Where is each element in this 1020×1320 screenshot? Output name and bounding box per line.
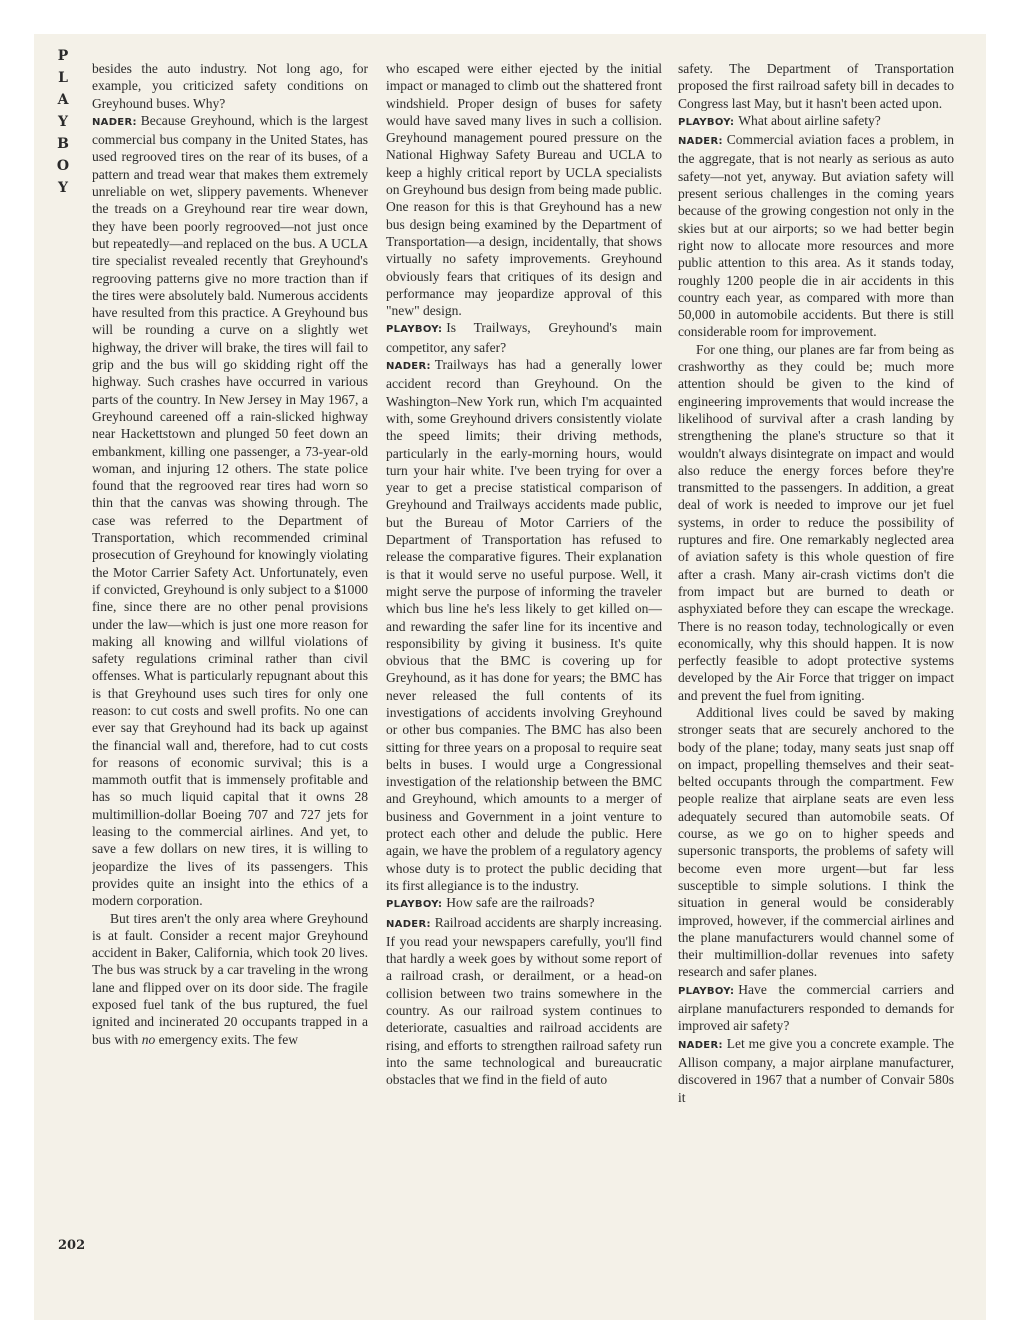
interview-exchange [386,914,662,1089]
paragraph-text: Because Greyhound, which is the largest commercial bus company in the United States, has used regrooved tires on the rear of its buses, of a pattern and tread wear that makes them extremely unreliable on wet, slippery pavements. Whenever the treads on a Greyhound rear tire wear down, they have been poorly regrooved—not just once but repeatedly—and replaced on the bus. A UCLA tire specialist revealed recently that Greyhound's regrooving patterns give no more traction than if the tires were absolutely bald. Numerous accidents have resulted from this practice. A Greyhound bus will be rounding a curve on a slightly wet highway, the driver will brake, the tires will fail to grip and the bus will go skidding right off the highway. Such crashes have occurred in various parts of the country. In New Jersey in May 1967, a Greyhound careened off a rain-slicked highway near Hackettstown and plunged 50 feet down an embankment, killing one passenger, a 73-year-old woman, and injuring 12 others. The state police found that the regrooved rear tires had worn so thin that the canvas was showing through. The case was referred to the Department of Transportation, which recommended criminal prosecution of Greyhound for knowingly violating the Motor Carrier Safety Act. Unfortunately, even if convicted, Greyhound is only subject to a $1000 fine, since there are no other penal provisions under the law—which is just one more reason for making all knowing and willful violations of safety regulations criminal rather than civil offenses. What is particularly repugnant about this is that Greyhound uses such tires for only one reason: to cut costs and swell profits. No one can ever say that Greyhound had its back up against the financial wall and, therefore, had to cut costs for reasons of economic survival; this is a mammoth outfit that is immensely profitable and has so much liquid capital that it owns 28 multimillion-dollar Boeing 707 and 727 jets for leasing to the commercial airlines. And yet, to save a few dollars on new tires, it is willing to jeopardize the lives of its passengers. This provides quite an insight into the ethics of a modern corporation. [92,112,368,909]
paragraph [678,60,954,112]
paragraph [92,910,368,1048]
sidebar-letter: P [57,48,69,64]
paragraph-text: Additional lives could be saved by making stronger seats that are securely anchored to the body of the plane; today, many seats just snap off on impact, propelling themselves and their seat-belted occupants through the compartment. Few people realize that airplane seats are even less adequately secured than automobile seats. Of course, as we go on to higher speeds and supersonic transports, the problems of safety will become even more urgent—but far less susceptible to simple solutions. I think the situation in general would be considerably improved, however, if the commercial airlines and the plane manufacturers would channel some of their multimillion-dollar revenues into safety research and safer planes. [678,704,954,980]
speaker-label: NADER: [92,116,137,128]
paragraph-text: safety. The Department of Transportation proposed the first railroad safety bill in decades to Congress last May, but it hasn't been acted upon. [678,61,954,111]
paragraph-text: besides the auto industry. Not long ago, for example, you criticized safety conditions on Greyhound buses. Why? [92,61,368,111]
page-number: 202 [58,1238,86,1253]
paragraph-text: Railroad accidents are sharply increasing. If you read your newspapers carefully, you'll find that hardly a week goes by without some report of a railroad crash, or derailment, or a head-on collision between two trains somewhere in the country. As our railroad system continues to deteriorate, casualties and railroad accidents are rising, and efforts to strengthen railroad safety run into the same technological and bureaucratic obstacles that we find in the field of auto [386,914,662,1088]
paragraph-text: Commercial aviation faces a problem, in the aggregate, that is not nearly as serious as auto safety—not yet, anyway. But aviation safety will present serious challenges in the coming years because of the growing congestion not only in the skies but at our airports; so we had better begin right now to allocate more resources and more public attention to this area. As it stands today, roughly 1200 people die in air accidents in this country each year, as compared with more than 50,000 in automobile accidents. But there is still considerable room for improvement. [678,132,954,340]
speaker-label: PLAYBOY: [386,899,443,911]
sidebar-letter: Y [58,114,68,130]
interview-exchange [678,981,954,1035]
speaker-label: NADER: [386,918,431,930]
paragraph-text: For one thing, our planes are far from being as crashworthy as they could be; much more attention should be given to the kind of engineering improvements that would increase the likelihood of survival after a crash landing by strengthening the plane's structure so that it wouldn't always disintegrate on impact and would also reduce the energy forces before they're transmitted to the passengers. In addition, a great deal of work is needed to improve our jet fuel systems, in order to reduce the possibility of ruptures and fire. One remarkably neglected area of aviation safety is this whole question of fire after a crash. Many air-crash victims don't die from impact but are burned to death or asphyxiated before they can escape the wreckage. There is no reason today, technologically or even economically, why this should happen. It is now perfectly feasible to adopt protective systems developed by the Air Force that trigger on impact and prevent the fuel from igniting. [678,341,954,703]
text-column-2 [386,60,662,1255]
paragraph-text: What about airline safety? [738,112,881,128]
interview-exchange [386,894,662,913]
interview-exchange [92,112,368,910]
text-column-3 [678,60,954,1255]
paragraph-text: who escaped were either ejected by the initial impact or managed to climb out the shattered front windshield. Proper design of buses for safety would have saved many lives in such a collision. Greyhound management poured pressure on the National Highway Safety Bureau and UCLA to keep a highly critical report by UCLA specialists on Greyhound bus design from being made public. One reason for this is that Greyhound has a new bus design being examined by the Department of Transportation—a design, incidentally, that shows virtually no safety improvements. Greyhound obviously fears that critiques of its design and performance may jeopardize approval of this "new" design. [386,61,662,319]
paragraph-text: Have the commercial carriers and airplane manufacturers responded to demands for improved air safety? [678,981,954,1034]
paragraph-text: How safe are the railroads? [446,895,595,911]
speaker-label: NADER: [678,136,723,148]
sidebar-letter: B [57,136,69,152]
text-column-1 [92,60,368,1255]
magazine-sidebar-title [56,45,70,199]
speaker-label: NADER: [678,1039,723,1051]
interview-exchange [386,319,662,356]
sidebar-letter: A [57,92,69,108]
sidebar-letter: O [56,158,70,174]
emphasis-text: no [141,1031,156,1047]
paragraph-text: But tires aren't the only area where Greyhound is at fault. Consider a recent major Greyhound accident in Baker, California, which took 20 lives. The bus was struck by a car traveling in the wrong lane and flipped over on its door side. The fragile exposed fuel tank of the bus ruptured, the fuel ignited and incinerated 20 occupants trapped in a bus with [92,910,368,1047]
paragraph-text: Trailways has had a generally lower accident record than Greyhound. On the Washington–New York run, which I'm acquainted with, some Greyhound drivers consistently violate the speed limits; their driving methods, particularly in the early-morning hours, would turn your hair white. I've been trying for over a year to get a precise statistical comparison of Greyhound and Trailways accidents made public, but the Bureau of Motor Carriers of the Department of Transportation has refused to release the comparative figures. Their explanation is that it would serve no useful purpose. Well, it might serve the purpose of informing the traveler which bus line he's less likely to get killed on—and rewarding the safer line for its incentive and responsibility by giving it business. It's quite obvious that the BMC is covering up for Greyhound, as it has done for years; the BMC has never released the full contents of its investigations of accidents involving Greyhound or other bus companies. The BMC has also been sitting for three years on a proposal to require seat belts in buses. I would urge a Congressional investigation of the relationship between the BMC and Greyhound, which amounts to a merger of business and Government in a joint venture to protect each other and delude the public. Here again, we have the problem of a regulatory agency whose duty is to protect the public deciding that its first allegiance is to the industry. [386,357,662,893]
paragraph-text: Let me give you a concrete example. The Allison company, a major airplane manufacturer, discovered in 1967 that a number of Convair 580s it [678,1035,954,1105]
sidebar-letter: L [58,70,68,86]
interview-exchange [678,131,954,341]
paragraph [92,60,368,112]
sidebar-letter: Y [58,180,68,196]
interview-exchange [678,112,954,131]
interview-exchange [678,1035,954,1106]
speaker-label: NADER: [386,361,431,373]
paragraph [678,704,954,981]
paragraph [678,341,954,704]
paragraph [386,60,662,319]
paragraph-text: emergency exits. The few [158,1031,299,1047]
interview-exchange [386,356,662,894]
speaker-label: PLAYBOY: [678,116,735,128]
speaker-label: PLAYBOY: [678,985,735,997]
speaker-label: PLAYBOY: [386,324,443,336]
paragraph-text: Is Trailways, Greyhound's main competitor, any safer? [386,320,662,355]
